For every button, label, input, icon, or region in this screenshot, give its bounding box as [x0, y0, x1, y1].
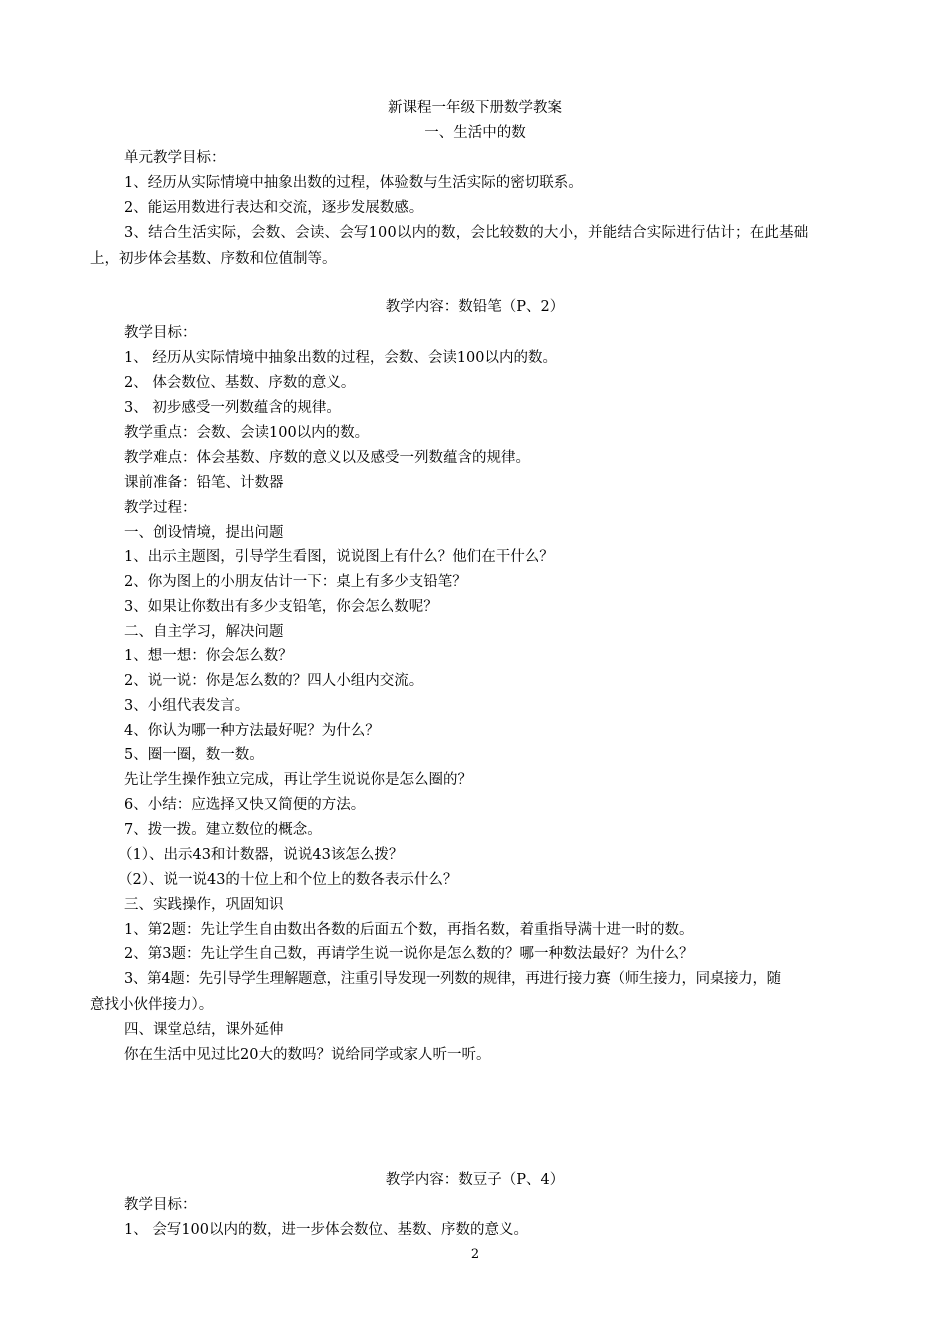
process-line: 4、你认为哪一种方法最好呢？为什么？ [124, 723, 380, 739]
lesson1-heading: 教学内容：数铅笔（P、2） [385, 299, 565, 315]
process-line: 二、自主学习，解决问题 [124, 624, 284, 640]
process-line: 6、小结：应选择又快又简便的方法。 [124, 797, 366, 813]
process-line: 3、如果让你数出有多少支铅笔，你会怎么数呢？ [124, 599, 438, 615]
lesson2-goals-label: 教学目标： [124, 1197, 197, 1213]
unit-goal-3: 3、结合生活实际，会数、会读、会写100以内的数，会比较数的大小，并能结合实际进行估计；在此基础 [124, 225, 809, 241]
lesson1-goal-1: 1、 经历从实际情境中抽象出数的过程，会数、会读100以内的数。 [124, 350, 558, 366]
process-line: 1、第2题：先让学生自由数出各数的后面五个数，再指名数，着重指导满十进一时的数。 [124, 922, 694, 938]
document-title: 新课程一年级下册数学教案 [388, 100, 562, 116]
lesson1-difficulty: 教学难点：体会基数、序数的意义以及感受一列数蕴含的规律。 [124, 450, 530, 466]
process-line: 7、拨一拨。建立数位的概念。 [124, 822, 322, 838]
process-line: 3、第4题：先引导学生理解题意，注重引导发现一列数的规律，再进行接力赛（师生接力，同桌接力，随 [124, 971, 781, 987]
process-line: 一、创设情境，提出问题 [124, 525, 284, 541]
process-line: 先让学生操作独立完成，再让学生说说你是怎么圈的？ [124, 772, 472, 788]
process-line: 1、想一想：你会怎么数？ [124, 648, 293, 664]
lesson2-goal-1: 1、 会写100以内的数，进一步体会数位、基数、序数的意义。 [124, 1222, 529, 1238]
lesson1-key-point: 教学重点：会数、会读100以内的数。 [124, 425, 370, 441]
page-number: 2 [470, 1247, 480, 1262]
process-line: 2、第3题：先让学生自己数，再请学生说一说你是怎么数的？哪一种数法最好？为什么？ [124, 946, 694, 962]
lesson2-heading: 教学内容：数豆子（P、4） [385, 1172, 565, 1188]
process-line: 2、说一说：你是怎么数的？四人小组内交流。 [124, 673, 424, 689]
unit-goal-3-continued: 上，初步体会基数、序数和位值制等。 [90, 251, 337, 267]
process-line: 5、圈一圈，数一数。 [124, 747, 264, 763]
lesson1-goals-label: 教学目标： [124, 325, 197, 341]
process-line: 你在生活中见过比20大的数吗？说给同学或家人听一听。 [124, 1047, 491, 1063]
unit-title: 一、生活中的数 [424, 125, 526, 141]
process-line: 三、实践操作，巩固知识 [124, 897, 284, 913]
process-line: 意找小伙伴接力）。 [90, 997, 214, 1013]
process-line: （2）、说一说43的十位上和个位上的数各表示什么？ [118, 872, 458, 888]
unit-goal-2: 2、能运用数进行表达和交流，逐步发展数感。 [124, 200, 424, 216]
lesson1-goal-3: 3、 初步感受一列数蕴含的规律。 [124, 400, 341, 416]
unit-goal-1: 1、经历从实际情境中抽象出数的过程，体验数与生活实际的密切联系。 [124, 175, 583, 191]
unit-goals-label: 单元教学目标： [124, 150, 226, 166]
process-line: 1、出示主题图，引导学生看图，说说图上有什么？他们在干什么？ [124, 549, 554, 565]
process-line: （1）、出示43和计数器，说说43该怎么拨？ [118, 847, 404, 863]
lesson1-goal-2: 2、 体会数位、基数、序数的意义。 [124, 375, 356, 391]
process-line: 四、课堂总结，课外延伸 [124, 1022, 284, 1038]
process-line: 3、小组代表发言。 [124, 698, 250, 714]
lesson1-preparation: 课前准备：铅笔、计数器 [124, 475, 284, 491]
lesson1-process-label: 教学过程： [124, 500, 197, 516]
process-line: 2、你为图上的小朋友估计一下：桌上有多少支铅笔？ [124, 574, 467, 590]
